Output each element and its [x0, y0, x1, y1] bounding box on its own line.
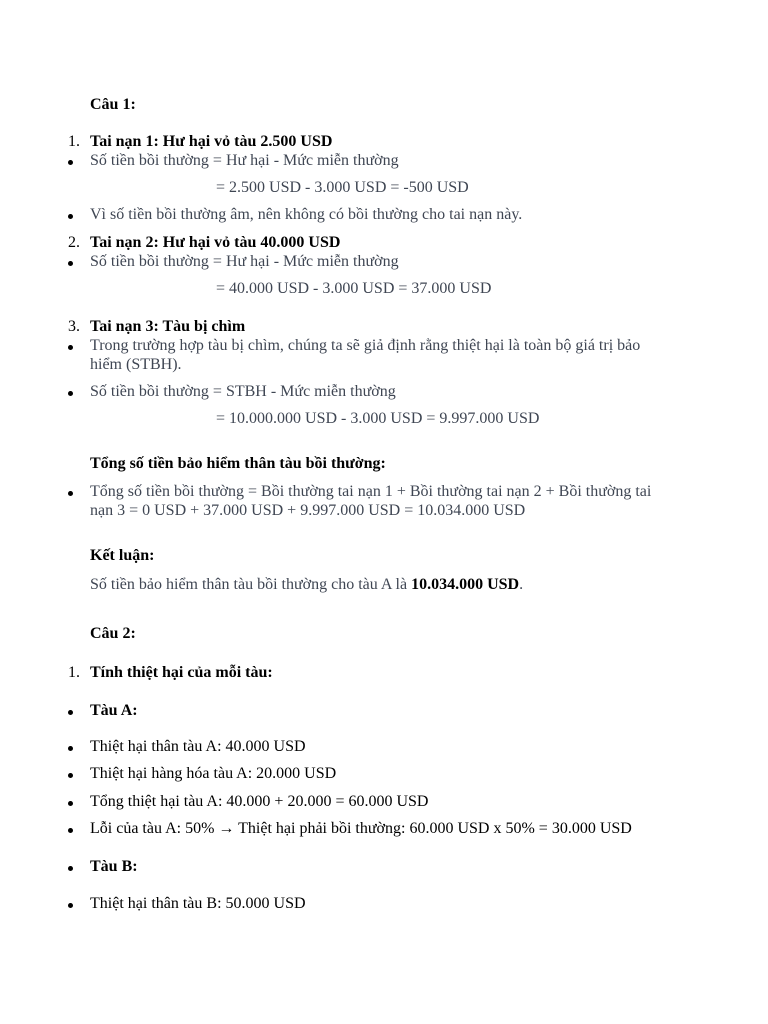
- cau1-heading: Câu 1:: [90, 96, 136, 113]
- accident1-calc: = 2.500 USD - 3.000 USD = -500 USD: [216, 179, 469, 196]
- cau2-heading: Câu 2:: [90, 625, 136, 642]
- total-text: Tổng số tiền bồi thường = Bồi thường tai nạn 1 + Bồi thường tai nạn 2 + Bồi thường tai nạn 3 = 0 USD + 37.000 USD + 9.997.000 USD = 10.034.000 USD: [90, 483, 652, 519]
- accident3-title: Tai nạn 3: Tàu bị chìm: [90, 318, 246, 335]
- list-item: Lỗi của tàu A: 50% → Thiệt hại phải bồi thường: 60.000 USD x 50% = 30.000 USD: [90, 820, 632, 837]
- bullet: [68, 160, 73, 165]
- list-number: 3.: [68, 318, 80, 335]
- total-heading: Tổng số tiền bảo hiểm thân tàu bồi thường:: [90, 455, 386, 472]
- accident3-assumption: Trong trường hợp tàu bị chìm, chúng ta sẽ giả định rằng thiệt hại là toàn bộ giá trị bảo hiểm (STBH).: [90, 337, 641, 373]
- bullet: [68, 773, 73, 778]
- accident1-note: Vì số tiền bồi thường âm, nên không có bồi thường cho tai nạn này.: [90, 206, 523, 223]
- accident2-formula: Số tiền bồi thường = Hư hại - Mức miễn thường: [90, 253, 399, 270]
- accident2-title: Tai nạn 2: Hư hại vỏ tàu 40.000 USD: [90, 234, 341, 251]
- bullet: [68, 801, 73, 806]
- accident1-title: Tai nạn 1: Hư hại vỏ tàu 2.500 USD: [90, 133, 333, 150]
- step1-title: Tính thiệt hại của mỗi tàu:: [90, 664, 273, 681]
- list-item: Thiệt hại thân tàu B: 50.000 USD: [90, 895, 306, 912]
- bullet: [68, 903, 73, 908]
- bullet: [68, 345, 73, 350]
- conclusion-heading: Kết luận:: [90, 547, 155, 564]
- accident2-calc: = 40.000 USD - 3.000 USD = 37.000 USD: [216, 280, 492, 297]
- bullet: [68, 491, 73, 496]
- conclusion-text: Số tiền bảo hiểm thân tàu bồi thường cho tàu A là 10.034.000 USD.: [90, 576, 524, 593]
- shipA-title: Tàu A:: [90, 702, 138, 719]
- bullet: [68, 391, 73, 396]
- list-item: Tổng thiệt hại tàu A: 40.000 + 20.000 = 60.000 USD: [90, 793, 429, 810]
- bullet: [68, 261, 73, 266]
- accident3-formula: Số tiền bồi thường = STBH - Mức miễn thường: [90, 383, 396, 400]
- list-number: 1.: [68, 133, 80, 150]
- bullet: [68, 710, 73, 715]
- accident3-calc: = 10.000.000 USD - 3.000 USD = 9.997.000 USD: [216, 410, 540, 427]
- list-item: Thiệt hại thân tàu A: 40.000 USD: [90, 738, 306, 755]
- list-number: 2.: [68, 234, 80, 251]
- conclusion-amount: 10.034.000 USD: [411, 576, 520, 593]
- bullet: [68, 746, 73, 751]
- shipB-title: Tàu B:: [90, 858, 138, 875]
- list-number: 1.: [68, 664, 80, 681]
- list-item: Thiệt hại hàng hóa tàu A: 20.000 USD: [90, 765, 337, 782]
- bullet: [68, 214, 73, 219]
- accident1-formula: Số tiền bồi thường = Hư hại - Mức miễn thường: [90, 152, 399, 169]
- bullet: [68, 828, 73, 833]
- bullet: [68, 866, 73, 871]
